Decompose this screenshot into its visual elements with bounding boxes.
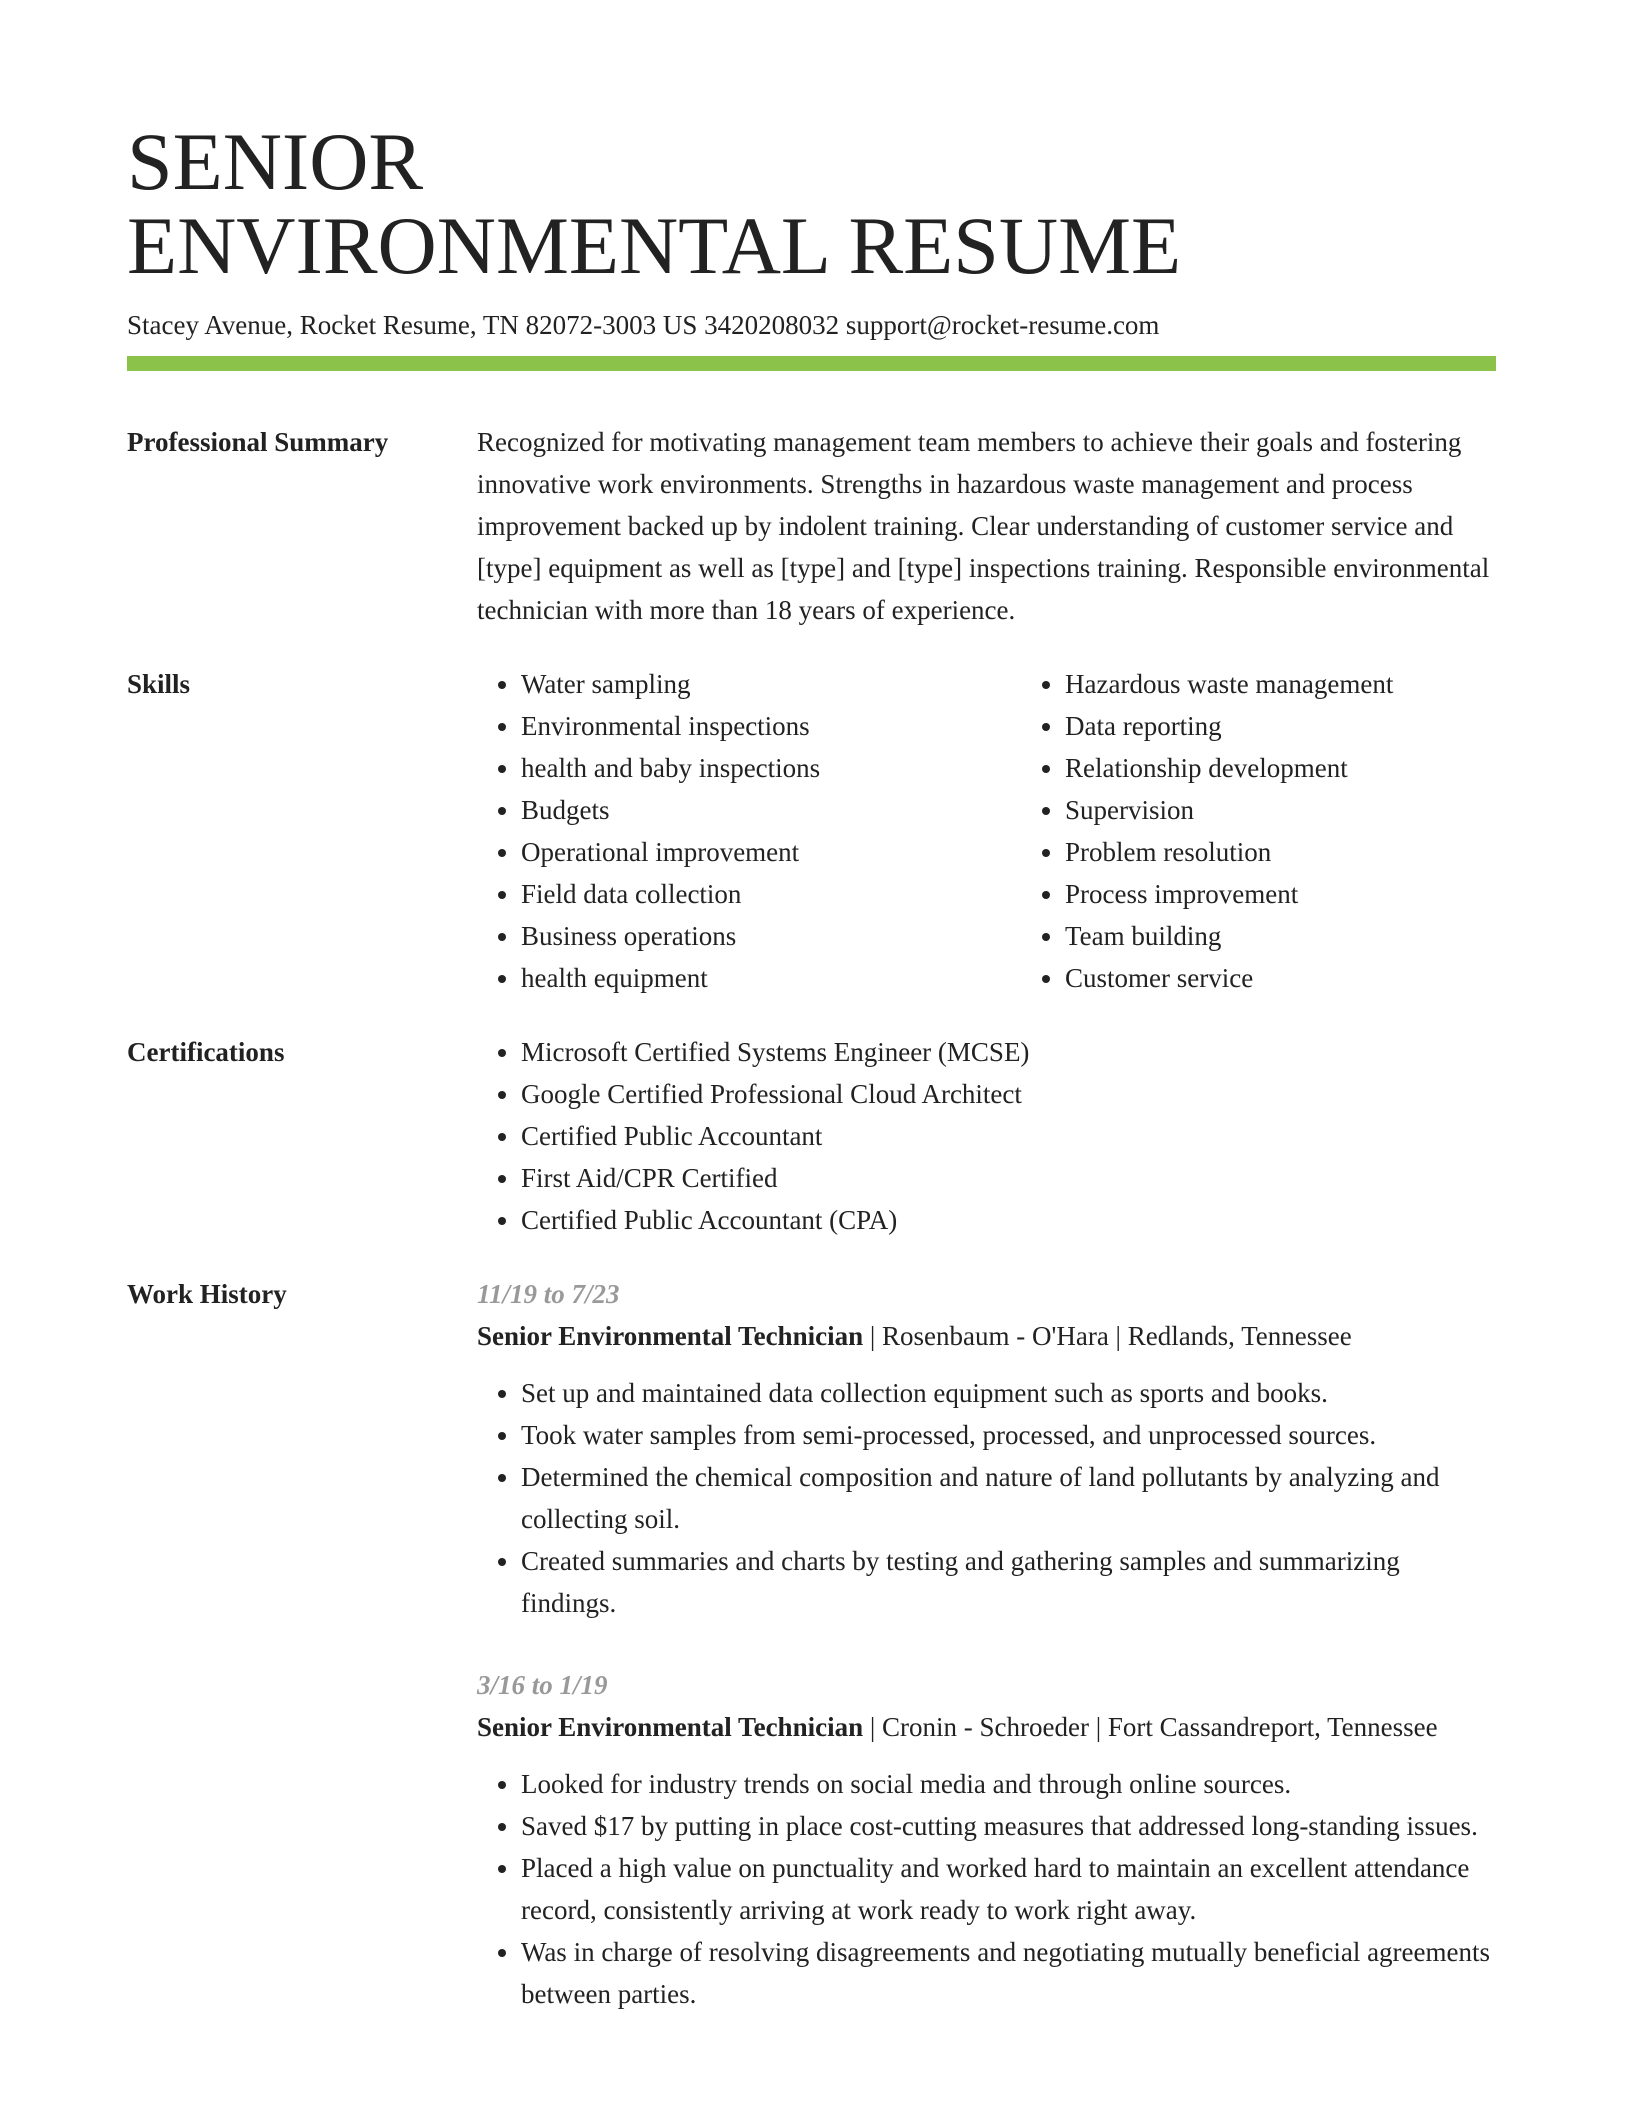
- work-history-list: [477, 1273, 1496, 2015]
- skill-item: • health equipment: [521, 957, 1021, 999]
- skill-item: • Data reporting: [1065, 705, 1565, 747]
- certification-item: • Certified Public Accountant (CPA): [521, 1199, 1496, 1241]
- section-label-work-history: Work History: [127, 1279, 287, 1309]
- section-label-skills: Skills: [127, 669, 191, 699]
- skills-column-2: [1021, 663, 1565, 999]
- job-bullets: [477, 1372, 1496, 1624]
- skill-item: • Business operations: [521, 915, 1021, 957]
- skills-section: [127, 663, 1496, 999]
- skill-item: • Relationship development: [1065, 747, 1565, 789]
- accent-divider: [127, 356, 1496, 371]
- job-title: Senior Environmental Technician: [477, 1321, 864, 1351]
- contact-info: Stacey Avenue, Rocket Resume, TN 82072-3003 US 3420208032 support@rocket-resume.com: [127, 310, 1160, 340]
- resume-page: [127, 116, 1496, 2015]
- job-bullet: • Saved $17 by putting in place cost-cutting measures that addressed long-standing issues.: [521, 1805, 1496, 1847]
- resume-title: [127, 116, 1496, 291]
- section-label-summary: Professional Summary: [127, 427, 389, 457]
- job-bullet: • Was in charge of resolving disagreements and negotiating mutually beneficial agreements between parties.: [521, 1931, 1496, 2015]
- certification-item: • Certified Public Accountant: [521, 1115, 1496, 1157]
- skill-item: • Field data collection: [521, 873, 1021, 915]
- job-bullets: [477, 1763, 1496, 2015]
- skill-item: • Process improvement: [1065, 873, 1565, 915]
- certification-item: • First Aid/CPR Certified: [521, 1157, 1496, 1199]
- skills-column-1: [477, 663, 1021, 999]
- job-entry: [477, 1664, 1496, 2015]
- job-employer-location: | Cronin - Schroeder | Fort Cassandreport, Tennessee: [863, 1712, 1438, 1742]
- summary-section: [127, 421, 1496, 631]
- certifications-items: [477, 1031, 1496, 1241]
- certification-item: • Microsoft Certified Systems Engineer (MCSE): [521, 1031, 1496, 1073]
- skill-item: • Team building: [1065, 915, 1565, 957]
- certification-item: • Google Certified Professional Cloud Architect: [521, 1073, 1496, 1115]
- certifications-section: [127, 1031, 1496, 1241]
- job-heading: [477, 1706, 1496, 1748]
- skill-item: • Problem resolution: [1065, 831, 1565, 873]
- job-bullet: • Determined the chemical composition and nature of land pollutants by analyzing and collecting soil.: [521, 1456, 1496, 1540]
- skill-item: • health and baby inspections: [521, 747, 1021, 789]
- job-bullet: • Took water samples from semi-processed, processed, and unprocessed sources.: [521, 1414, 1496, 1456]
- job-dates: 3/16 to 1/19: [477, 1670, 608, 1700]
- skill-item: • Supervision: [1065, 789, 1565, 831]
- skill-item: • Customer service: [1065, 957, 1565, 999]
- resume-title-line-2: ENVIRONMENTAL RESUME: [127, 200, 1182, 291]
- job-dates: 11/19 to 7/23: [477, 1279, 620, 1309]
- skill-item: • Water sampling: [521, 663, 1021, 705]
- section-label-certifications: Certifications: [127, 1037, 285, 1067]
- job-employer-location: | Rosenbaum - O'Hara | Redlands, Tennessee: [863, 1321, 1352, 1351]
- job-bullet: • Looked for industry trends on social media and through online sources.: [521, 1763, 1496, 1805]
- certifications-list: [477, 1031, 1496, 1241]
- skill-item: • Operational improvement: [521, 831, 1021, 873]
- skill-item: • Hazardous waste management: [1065, 663, 1565, 705]
- summary-text: Recognized for motivating management team members to achieve their goals and fostering innovative work environments. Strengths in hazardous waste management and process improvement backed up by indolent training. Clear understanding of customer service and [type] equipment as well as [type] and [type] inspections training. Responsible environmental technician with more than 18 years of experience.: [477, 427, 1490, 625]
- skill-item: • Environmental inspections: [521, 705, 1021, 747]
- job-heading: [477, 1315, 1496, 1357]
- skills-list: [477, 663, 1565, 999]
- skill-item: • Budgets: [521, 789, 1021, 831]
- resume-title-line-1: SENIOR: [127, 116, 424, 207]
- job-bullet: • Created summaries and charts by testing and gathering samples and summarizing findings.: [521, 1540, 1496, 1624]
- job-entry: [477, 1273, 1496, 1624]
- job-title: Senior Environmental Technician: [477, 1712, 864, 1742]
- job-bullet: • Placed a high value on punctuality and worked hard to maintain an excellent attendance record, consistently arriving at work ready to work right away.: [521, 1847, 1496, 1931]
- job-bullet: • Set up and maintained data collection equipment such as sports and books.: [521, 1372, 1496, 1414]
- work-history-section: [127, 1273, 1496, 2015]
